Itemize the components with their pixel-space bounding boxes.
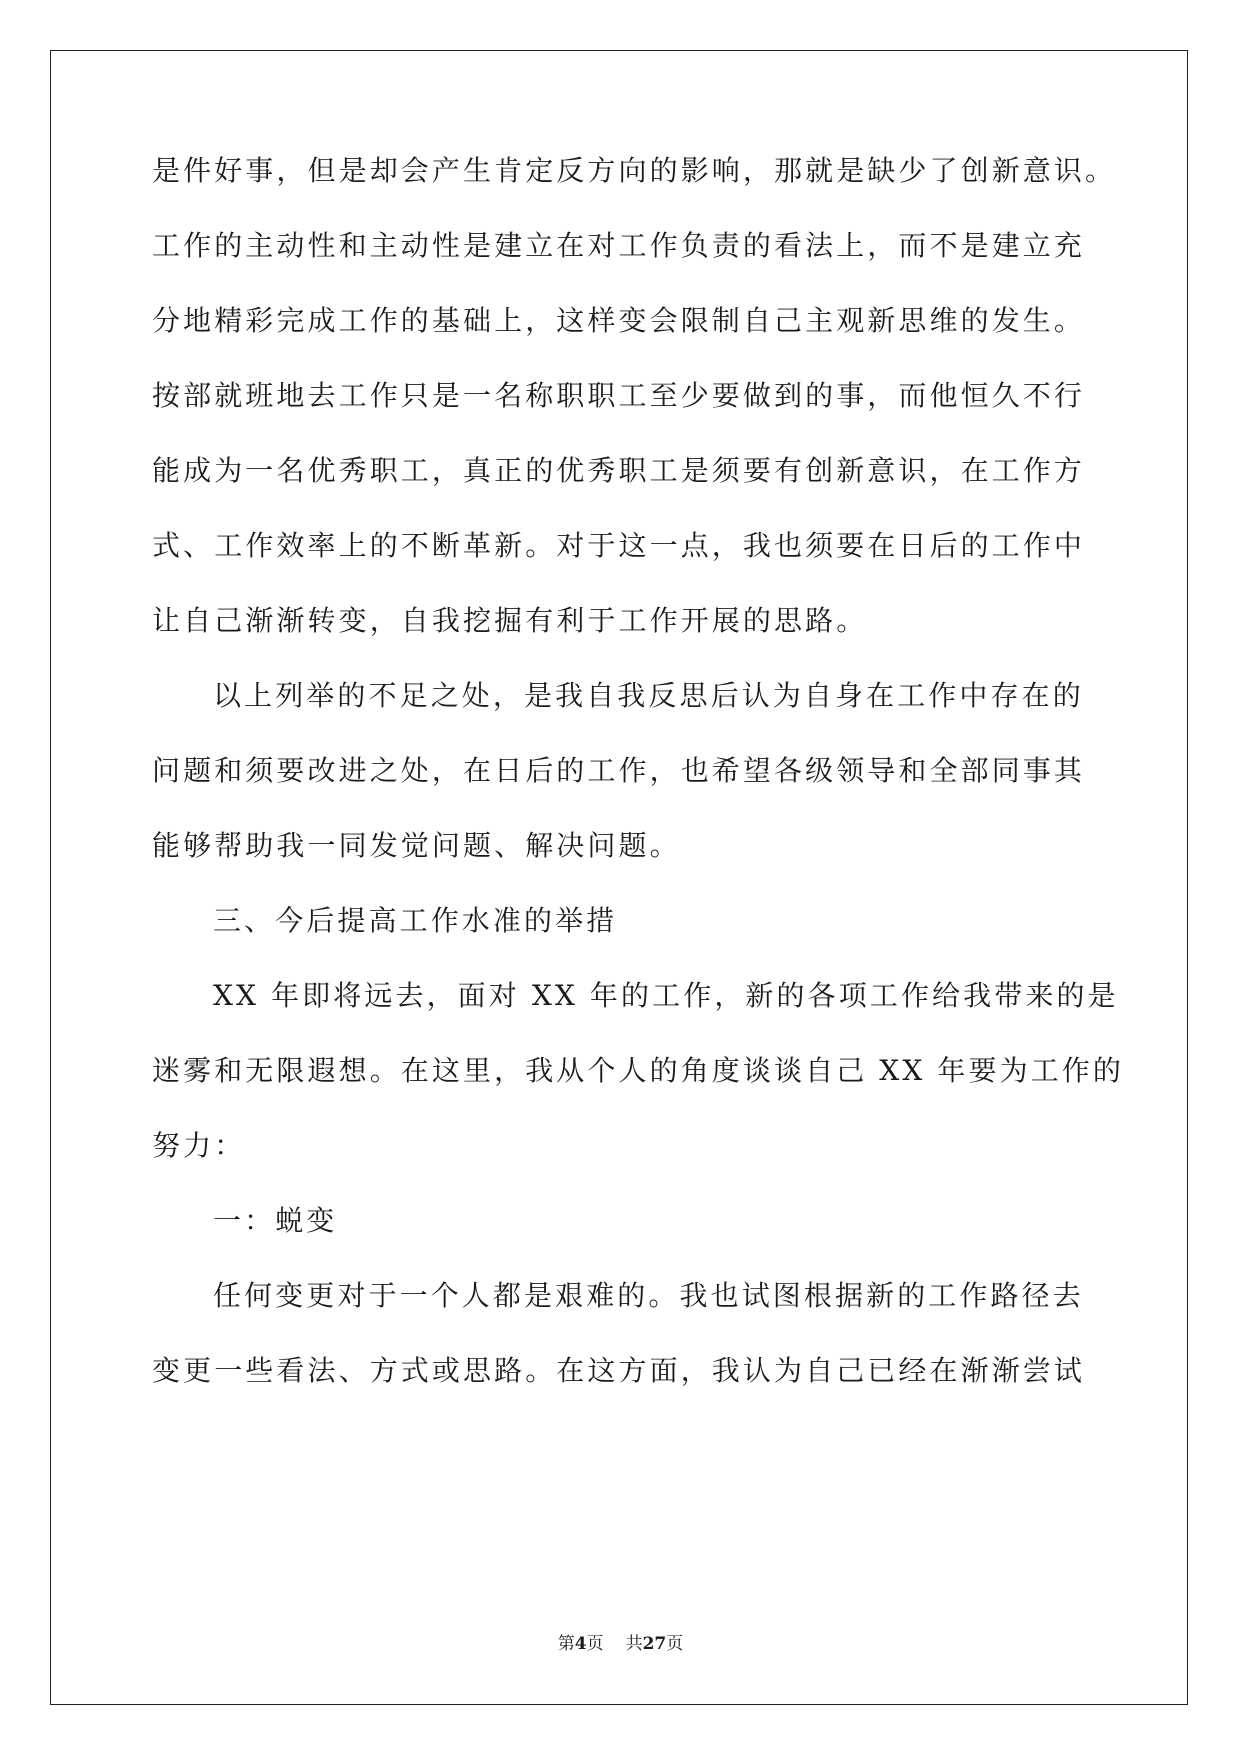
page-number: 4 — [574, 1634, 587, 1654]
section-heading: 三、今后提高工作水准的举措 — [213, 904, 618, 937]
subsection-heading: 一：蜕变 — [213, 1204, 338, 1237]
total-prefix: 共 — [625, 1634, 643, 1654]
text-line: 任何变更对于一个人都是艰难的。我也试图根据新的工作路径去 — [213, 1279, 1084, 1312]
page-suffix: 页 — [586, 1634, 604, 1654]
text-line: 变更一些看法、方式或思路。在这方面，我认为自己已经在渐渐尝试 — [152, 1354, 1086, 1387]
text-line: 工作的主动性和主动性是建立在对工作负责的看法上，而不是建立充 — [152, 229, 1086, 262]
total-suffix: 页 — [666, 1634, 684, 1654]
text-line: 分地精彩完成工作的基础上，这样变会限制自己主观新思维的发生。 — [152, 304, 1086, 337]
text-line: 能成为一名优秀职工，真正的优秀职工是须要有创新意识，在工作方 — [152, 454, 1086, 487]
text-line: 式、工作效率上的不断革新。对于这一点，我也须要在日后的工作中 — [152, 529, 1086, 562]
text-line: 能够帮助我一同发觉问题、解决问题。 — [152, 829, 681, 862]
page-border — [50, 50, 1188, 1705]
total-pages: 27 — [642, 1634, 667, 1654]
text-line: XX 年即将远去，面对 XX 年的工作，新的各项工作给我带来的是 — [213, 979, 1119, 1012]
text-line: 迷雾和无限遐想。在这里，我从个人的角度谈谈自己 XX 年要为工作的 — [152, 1054, 1124, 1087]
page-prefix: 第 — [557, 1634, 575, 1654]
page-footer — [0, 1633, 1241, 1655]
text-line: 以上列举的不足之处，是我自我反思后认为自身在工作中存在的 — [213, 679, 1084, 712]
text-line: 努力： — [152, 1129, 246, 1162]
text-line: 让自己渐渐转变，自我挖掘有利于工作开展的思路。 — [152, 604, 868, 637]
text-line: 按部就班地去工作只是一名称职职工至少要做到的事，而他恒久不行 — [152, 379, 1086, 412]
text-line: 是件好事，但是却会产生肯定反方向的影响，那就是缺少了创新意识。 — [152, 154, 1117, 187]
text-line: 问题和须要改进之处，在日后的工作，也希望各级领导和全部同事其 — [152, 754, 1086, 787]
